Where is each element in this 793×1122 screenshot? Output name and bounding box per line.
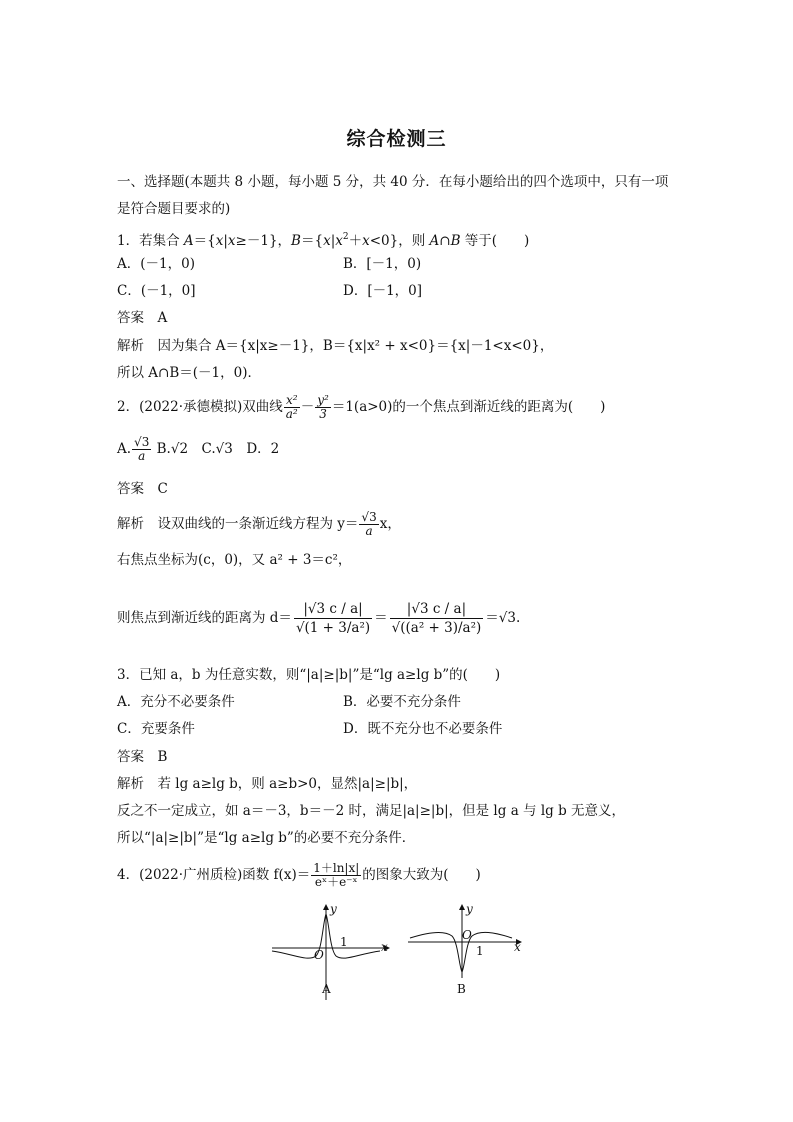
question-1-option-c: C．(－1，0] — [117, 283, 196, 299]
graph-a-caption: A — [322, 982, 331, 996]
graph-a-one-label: 1 — [340, 935, 348, 949]
question-1-option-d: D．[－1，0] — [343, 283, 423, 299]
graph-b-origin-label: O — [462, 928, 472, 942]
question-3-answer: 答案 B — [117, 749, 168, 765]
question-3-option-d: D．既不充分也不必要条件 — [343, 721, 503, 737]
question-3-explanation-2: 反之不一定成立，如 a＝－3，b＝－2 时，满足|a|≥|b|，但是 lg a 与 lg b 无意义， — [117, 803, 626, 819]
question-1-explanation-2: 所以 A∩B＝(－1，0)． — [117, 365, 261, 381]
graph-b — [404, 902, 526, 982]
question-1-stem: 1．若集合 A＝{x|x≥－1}，$B=\{x|x^2+x<0\}$，则 A∩B 等于( ) — [117, 232, 530, 249]
question-2-explanation-2: 右焦点坐标为(c，0)，又 a² + 3＝c²， — [117, 552, 352, 568]
page-title: 综合检测三 — [346, 128, 447, 150]
question-4-stem: 4．(2022·广州质检)函数 f(x)＝ $\frac{1+\ln|x|}{\text{eˣ＋e⁻ˣ}}$ 的图象大致为( ) — [117, 861, 481, 889]
graph-b-x-label: x — [514, 940, 521, 954]
graph-a-y-label: y — [330, 902, 337, 916]
section-heading-line1: 一、选择题(本题共 8 小题，每小题 5 分，共 40 分．在每小题给出的四个选项中，只有一项 — [117, 174, 669, 190]
question-3-option-a: A．充分不必要条件 — [117, 694, 235, 710]
question-2-answer: 答案 C — [117, 481, 168, 497]
graph-a-x-label: x — [381, 940, 388, 954]
question-3-option-b: B．必要不充分条件 — [343, 694, 461, 710]
question-3-explanation-1: 解析 若 lg a≥lg b，则 a≥b>0，显然|a|≥|b|， — [117, 776, 418, 792]
question-1-option-b: B．[－1，0) — [343, 256, 422, 272]
question-2-options: A. $\frac{√3}{a}$ B.√2 C.√3 D．2 — [117, 435, 280, 463]
graph-b-y-label: y — [466, 902, 473, 916]
graph-a-origin-label: O — [314, 948, 324, 962]
question-3-explanation-3: 所以“|a|≥|b|”是“lg a≥lg b”的必要不充分条件． — [117, 830, 416, 846]
question-1-explanation-1: 解析 因为集合 A＝{x|x≥－1}，B＝{x|x² + x<0}＝{x|－1<x<0}， — [117, 338, 554, 354]
section-heading-line2: 是符合题目要求的) — [117, 201, 231, 217]
question-1-answer: 答案 A — [117, 310, 168, 326]
question-2-explanation-3: 则焦点到渐近线的距离为 d＝ $\frac{|√3 c / a|}{\text{√(1 + 3/a²)}}$ ＝ $\frac{|√3 c / a|}{\text{√((a² + 3)/a²)}}$ ＝√3. — [117, 601, 521, 636]
question-2-stem: 2．(2022·承德模拟)双曲线 $\frac{\text{x²}}{\text{a²}}$ － $\frac{\text{y²}}{3}$ ＝1(a>0)的一个焦点到渐近线的距离为( ) — [117, 393, 606, 421]
question-2-explanation-1: 解析 设双曲线的一条渐近线方程为 y＝ $\frac{√3}{a}$ x， — [117, 510, 401, 538]
question-1-option-a: A．(－1，0) — [117, 256, 195, 272]
graph-b-caption: B — [457, 982, 466, 996]
graph-b-one-label: 1 — [476, 944, 484, 958]
question-3-stem: 3．已知 a，b 为任意实数，则“|a|≥|b|”是“lg a≥lg b”的( ) — [117, 667, 501, 683]
question-3-option-c: C．充要条件 — [117, 721, 195, 737]
